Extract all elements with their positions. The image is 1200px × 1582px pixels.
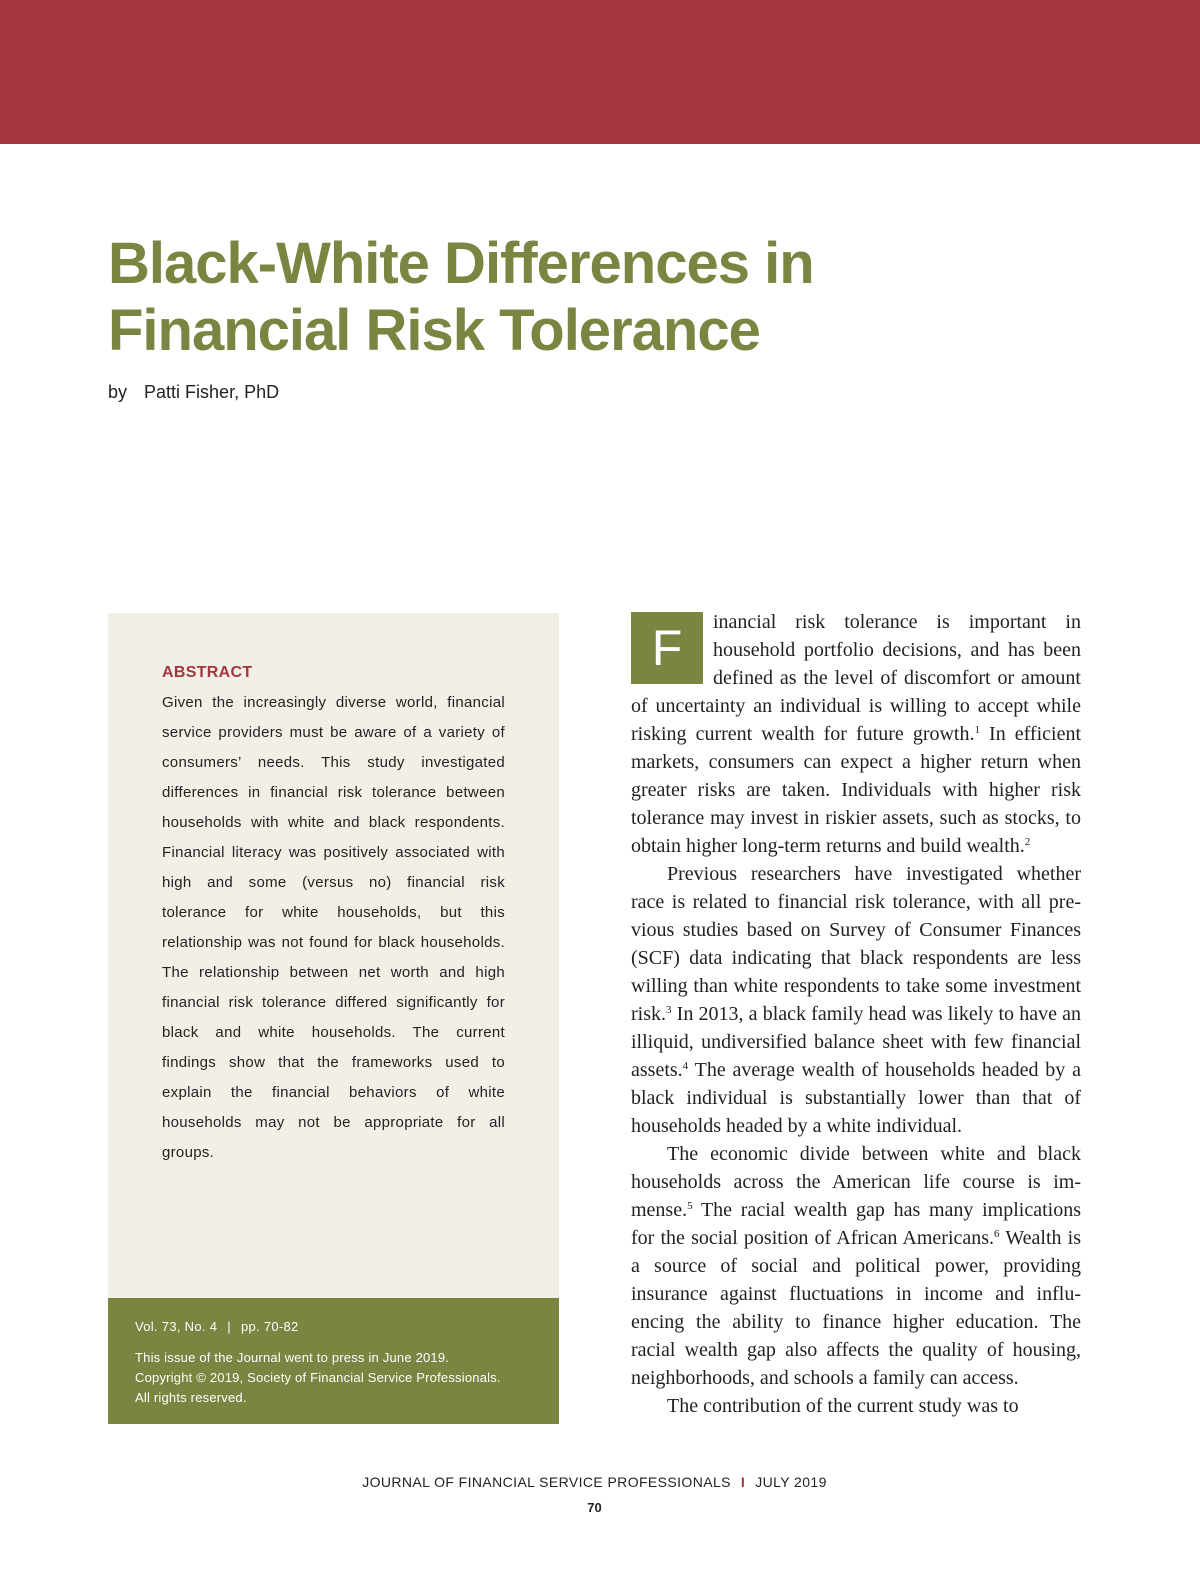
press-note: This issue of the Journal went to press in June 2019. [135,1350,450,1365]
paragraph-3-text-c: Wealth is a source of social and political power, providing insurance against fluctuations in income and influencing the ability to finance higher education. The racial wealth gap also affects the quality of housing, neighborhoods, and schools a family can access. [631,1227,1082,1389]
top-color-band [0,0,1200,144]
paragraph-4: The contribution of the current study was to [667,1395,1019,1417]
abstract-heading: ABSTRACT [162,664,253,681]
title-line-1: Black-White Differences in [108,231,814,296]
footnote-ref-1[interactable]: 1 [974,724,980,736]
paragraph-2-text-b: In 2013, a black family head was likely to have an illiquid, undiversified balance sheet with few financial assets. [631,1003,1081,1081]
paragraph-1-text-b: In efficient markets, consumers can expect a higher return when greater risks are taken. Individuals with higher risk tolerance may invest in riskier assets, such as stocks, to obtain higher long-term returns and build wealth. [631,723,1082,857]
drop-cap: F [631,612,703,684]
footnote-ref-4[interactable]: 4 [682,1060,689,1072]
paragraph-1 [631,608,1081,860]
title-line-2: Financial Risk Tolerance [108,298,760,363]
article-title [108,230,1008,364]
footnote-ref-6[interactable]: 6 [994,1228,1000,1240]
paragraph-3-text-a: The economic divide between white and black households across the American life course is immense. [631,1143,1081,1221]
page-number: 70 [587,1500,602,1515]
paragraph-2-text-c: The average wealth of households headed by a black individual is substantially lower than that of households headed by a white individual. [631,1059,1081,1137]
paragraph-1-text-a: inancial risk tolerance is important in household portfolio decisions, and has been defined as the level of discomfort or amount of uncertainty an individual is willing to accept while risking current wealth for future growth. [631,611,1081,745]
byline [108,382,279,403]
paragraph-3-text-b: The racial wealth gap has many implications for the social position of African Americans. [631,1199,1081,1249]
paragraph-3 [631,1140,1081,1392]
footnote-ref-3[interactable]: 3 [666,1004,672,1016]
footnote-ref-5[interactable]: 5 [687,1200,693,1212]
publication-info-panel [108,1298,559,1424]
copyright-line: Copyright © 2019, Society of Financial Service Professionals. [135,1370,501,1385]
paragraph-2 [631,860,1081,1140]
issue-date: JULY 2019 [755,1474,827,1490]
article-body [631,608,1081,1420]
copyright-note [135,1348,555,1408]
volume-number: Vol. 73, No. 4 [135,1319,218,1334]
rights-line: All rights reserved. [135,1390,247,1405]
volume-info [135,1319,299,1334]
running-footer [0,1474,1189,1490]
abstract-text: Given the increasingly diverse world, financial service providers must be aware of a variety of consumers’ needs. This study investigated differences in financial risk tolerance between households with white and black respondents. Financial literacy was positively associated with high and some (versus no) financial risk tolerance for white households, but this relationship was not found for black households. The relationship between net worth and high financial risk tolerance differed significantly for black and white households. The current findings show that the frameworks used to explain the financial behaviors of white households may not be appropriate for all groups. [162,694,505,1161]
paragraph-2-text-a: Previous researchers have investigated whether race is related to financial risk tolerance, with all previous studies based on Survey of Consumer Finances (SCF) data indicating that black respondents are less willing than white respondents to take some investment risk. [631,863,1081,1025]
journal-name: JOURNAL OF FINANCIAL SERVICE PROFESSIONALS [362,1474,731,1490]
volume-separator: | [227,1319,231,1334]
page-range: pp. 70-82 [240,1319,299,1334]
byline-prefix: by [108,382,128,402]
author-name: Patti Fisher, PhD [144,382,280,402]
footnote-ref-2[interactable]: 2 [1024,836,1031,848]
footer-separator: I [740,1474,746,1490]
abstract-panel [108,613,559,1298]
